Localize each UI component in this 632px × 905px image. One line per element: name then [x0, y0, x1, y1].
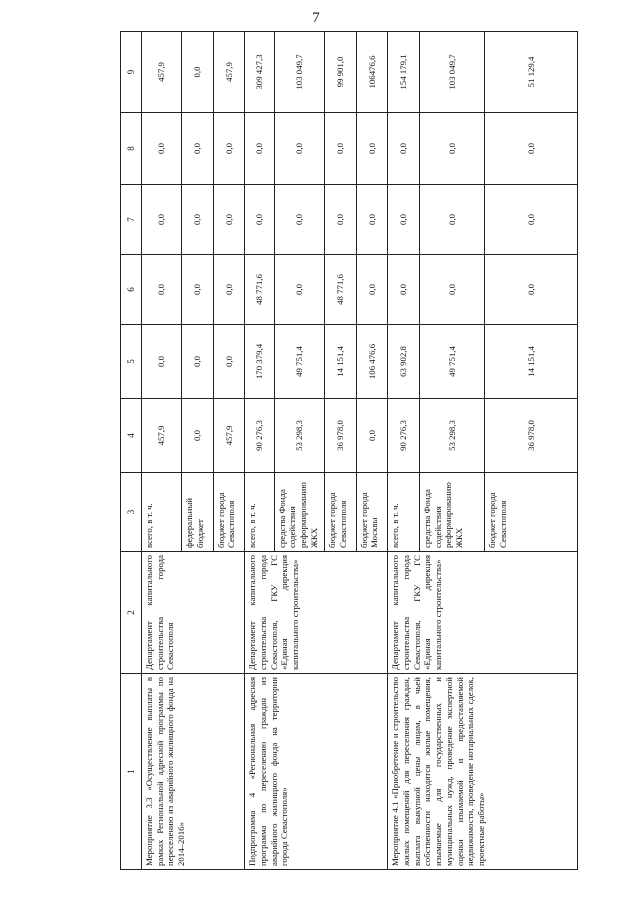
- source-cell: средства Фонда содействия реформированию ЖКХ: [419, 473, 484, 552]
- rotated-table-container: [120, 32, 578, 870]
- value-cell: 457,9: [213, 32, 245, 113]
- source-cell: средства Фонда содействия реформированию ЖКХ: [274, 473, 324, 552]
- value-cell: 0,0: [213, 255, 245, 325]
- source-cell: федеральный бюджет: [182, 473, 214, 552]
- value-cell: 90 276,3: [388, 399, 420, 473]
- value-cell: 0,0: [274, 185, 324, 255]
- value-cell: 170 379,4: [245, 325, 274, 399]
- value-cell: 0,0: [213, 185, 245, 255]
- value-cell: 0,0: [142, 113, 182, 185]
- col-header: 3: [121, 473, 142, 552]
- value-cell: 53 298,3: [274, 399, 324, 473]
- budget-table: [120, 31, 578, 870]
- value-cell: 0,0: [274, 255, 324, 325]
- row-name-cell: Подпрограмма 4 «Региональная адресная программа по переселению граждан из аварийного жилищного фонда на территории города Севастополя»: [245, 674, 388, 870]
- value-cell: 0,0: [419, 255, 484, 325]
- source-cell: всего, в т. ч.: [245, 473, 274, 552]
- value-cell: 49 751,4: [274, 325, 324, 399]
- source-cell: бюджет города Севастополя: [325, 473, 357, 552]
- row-name-cell: Мероприятие 4.1 «Приобретение и строительство жилых помещений для переселения граждан, выплата выкупной цены лицам, в чьей собственности находятся жилые помещения, изымаемые для государственных и муниципальных нужд, проведение экспертной оценки изымаемой и предоставляемой недвижимости, проведение нотариальных сделок, проектные работы»: [388, 674, 578, 870]
- value-cell: 63 902,8: [388, 325, 420, 399]
- value-cell: 0,0: [142, 325, 182, 399]
- value-cell: 0,0: [182, 325, 214, 399]
- col-header: 2: [121, 552, 142, 674]
- value-cell: 0,0: [356, 399, 388, 473]
- value-cell: 0,0: [419, 185, 484, 255]
- value-cell: 0,0: [245, 113, 274, 185]
- value-cell: 99 901,0: [325, 32, 357, 113]
- value-cell: 0,0: [142, 255, 182, 325]
- value-cell: 36 978,0: [325, 399, 357, 473]
- value-cell: 0,0: [213, 113, 245, 185]
- value-cell: 106476,6: [356, 32, 388, 113]
- col-header: 5: [121, 325, 142, 399]
- value-cell: 0,0: [182, 185, 214, 255]
- value-cell: 0,0: [419, 113, 484, 185]
- value-cell: 0,0: [485, 185, 578, 255]
- value-cell: 36 978,0: [485, 399, 578, 473]
- row-executor-cell: Департамент капитального строительства города Севастополя, ГКУ ГС «Единая дирекция капитального строительства»: [388, 552, 578, 674]
- value-cell: 0,0: [485, 113, 578, 185]
- col-header: 7: [121, 185, 142, 255]
- source-cell: бюджет города Севастополя: [485, 473, 578, 552]
- source-cell: всего, в т. ч.: [142, 473, 182, 552]
- col-header: 8: [121, 113, 142, 185]
- value-cell: 14 151,4: [325, 325, 357, 399]
- value-cell: 457,9: [142, 32, 182, 113]
- value-cell: 0,0: [356, 255, 388, 325]
- table-row: [142, 32, 182, 870]
- value-cell: 103 049,7: [419, 32, 484, 113]
- value-cell: 48 771,6: [325, 255, 357, 325]
- value-cell: 0,0: [142, 185, 182, 255]
- value-cell: 0,0: [325, 185, 357, 255]
- col-header: 1: [121, 674, 142, 870]
- value-cell: 0,0: [485, 255, 578, 325]
- value-cell: 154 179,1: [388, 32, 420, 113]
- col-header: 9: [121, 32, 142, 113]
- value-cell: 309 427,3: [245, 32, 274, 113]
- value-cell: 49 751,4: [419, 325, 484, 399]
- value-cell: 103 049,7: [274, 32, 324, 113]
- value-cell: 0,0: [388, 185, 420, 255]
- source-cell: всего, в т. ч.: [388, 473, 420, 552]
- value-cell: 0,0: [182, 255, 214, 325]
- value-cell: 90 276,3: [245, 399, 274, 473]
- source-cell: бюджет города Севастополя: [213, 473, 245, 552]
- value-cell: 0,0: [325, 113, 357, 185]
- col-header: 6: [121, 255, 142, 325]
- source-cell: бюджет города Москвы: [356, 473, 388, 552]
- value-cell: 457,9: [142, 399, 182, 473]
- value-cell: 53 298,3: [419, 399, 484, 473]
- value-cell: 457,9: [213, 399, 245, 473]
- value-cell: 0,0: [274, 113, 324, 185]
- header-row: [121, 32, 142, 870]
- table-row: [245, 32, 274, 870]
- value-cell: 0,0: [388, 113, 420, 185]
- value-cell: 0,0: [182, 399, 214, 473]
- page-number: 7: [312, 10, 320, 26]
- row-name-cell: Мероприятие 3.3 «Осуществление выплаты в рамках Региональной адресной программы по переселению из аварийного жилищного фонда на 2014–2016»: [142, 674, 245, 870]
- value-cell: 14 151,4: [485, 325, 578, 399]
- row-executor-cell: Департамент капитального строительства города Севастополя: [142, 552, 245, 674]
- col-header: 4: [121, 399, 142, 473]
- value-cell: 51 129,4: [485, 32, 578, 113]
- value-cell: 0,0: [182, 32, 214, 113]
- value-cell: 0,0: [356, 113, 388, 185]
- row-executor-cell: Департамент капитального строительства города Севастополя, ГКУ ГС «Единая дирекция капитального строительства»: [245, 552, 388, 674]
- value-cell: 106 476,6: [356, 325, 388, 399]
- value-cell: 0,0: [182, 113, 214, 185]
- value-cell: 0,0: [356, 185, 388, 255]
- value-cell: 48 771,6: [245, 255, 274, 325]
- value-cell: 0,0: [213, 325, 245, 399]
- value-cell: 0,0: [388, 255, 420, 325]
- value-cell: 0,0: [245, 185, 274, 255]
- table-row: [388, 32, 420, 870]
